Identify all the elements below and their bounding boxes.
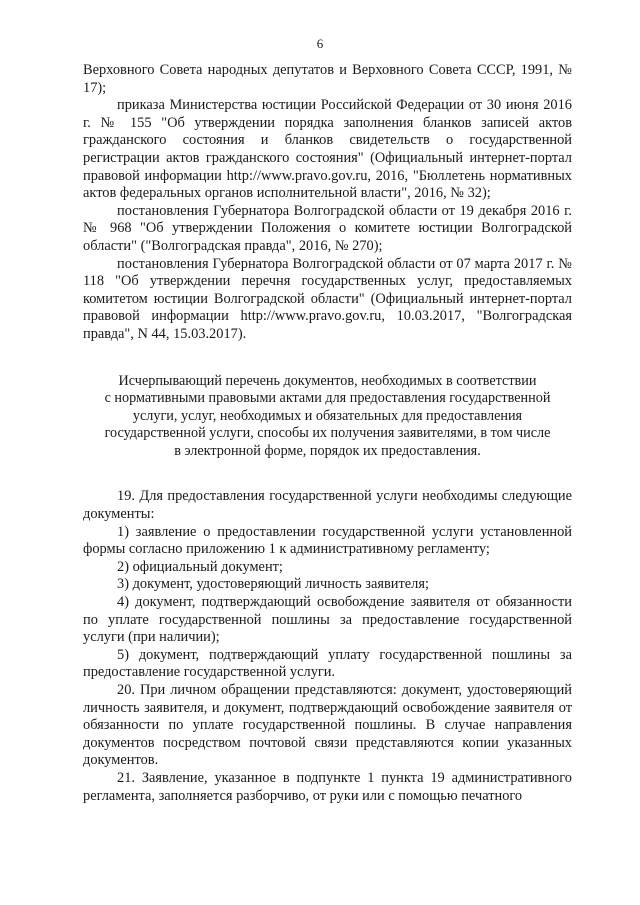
paragraph-item-21: 21. Заявление, указанное в подпункте 1 пункта 19 административного регламента, заполняется разборчиво, от руки или с помощью печатного bbox=[83, 769, 572, 804]
list-item-4: 4) документ, подтверждающий освобождение заявителя от обязанности по уплате государственной пошлины за предоставление государственной услуги (при наличии); bbox=[83, 594, 572, 646]
document-body bbox=[83, 62, 572, 805]
section-heading bbox=[83, 373, 572, 461]
paragraph-governor-decree-118: постановления Губернатора Волгоградской области от 07 марта 2017 г. № 118 "Об утверждении перечня государственных услуг, предоставляемых комитетом юстиции Волгоградской области" (Официальный интернет-портал правовой информации http://www.pravo.gov.ru, 10.03.2017, "Волгоградская правда", N 44, 15.03.2017). bbox=[83, 255, 572, 342]
list-item-1: 1) заявление о предоставлении государственной услуги установленной формы согласно приложению 1 к административному регламенту; bbox=[83, 523, 572, 558]
heading-line: государственной услуги, способы их получения заявителями, в том числе bbox=[104, 425, 551, 442]
paragraph-continuation: Верховного Совета народных депутатов и Верховного Совета СССР, 1991, № 17); bbox=[83, 62, 572, 96]
heading-line: услуги, услуг, необходимых и обязательных для предоставления bbox=[132, 407, 523, 424]
paragraph-governor-decree-968: постановления Губернатора Волгоградской области от 19 декабря 2016 г. № 968 "Об утверждении Положения о комитете юстиции Волгоградской области" ("Волгоградская правда", 2016, № 270); bbox=[83, 202, 572, 254]
list-item-5: 5) документ, подтверждающий уплату государственной пошлины за предоставление государственной услуги. bbox=[83, 646, 572, 681]
heading-line: в электронной форме, порядок их предоставления. bbox=[174, 442, 481, 459]
page-number: 6 bbox=[316, 36, 324, 51]
list-item-3: 3) документ, удостоверяющий личность заявителя; bbox=[117, 576, 429, 593]
paragraph-justice-order: приказа Министерства юстиции Российской Федерации от 30 июня 2016 г. № 155 "Об утверждении порядка заполнения бланков записей актов гражданского состояния и бланков свидетельств о государственной регистрации актов гражданского состояния" (Официальный интернет-портал правовой информации http://www.pravo.gov.ru, 2016, "Бюллетень нормативных актов федеральных органов исполнительной власти", 2016, № 32); bbox=[83, 97, 572, 202]
paragraph-item-19: 19. Для предоставления государственной услуги необходимы следующие документы: bbox=[83, 488, 572, 523]
list-item-2: 2) официальный документ; bbox=[117, 558, 283, 575]
paragraph-item-20: 20. При личном обращении представляются: документ, удостоверяющий личность заявителя, и документ, подтверждающий освобождение заявителя от обязанности по уплате государственной пошлины. В случае направления документов посредством почтовой связи представляются копии указанных документов. bbox=[83, 682, 572, 769]
heading-line: Исчерпывающий перечень документов, необходимых в соответствии bbox=[118, 372, 537, 389]
heading-line: с нормативными правовыми актами для предоставления государственной bbox=[104, 390, 551, 407]
